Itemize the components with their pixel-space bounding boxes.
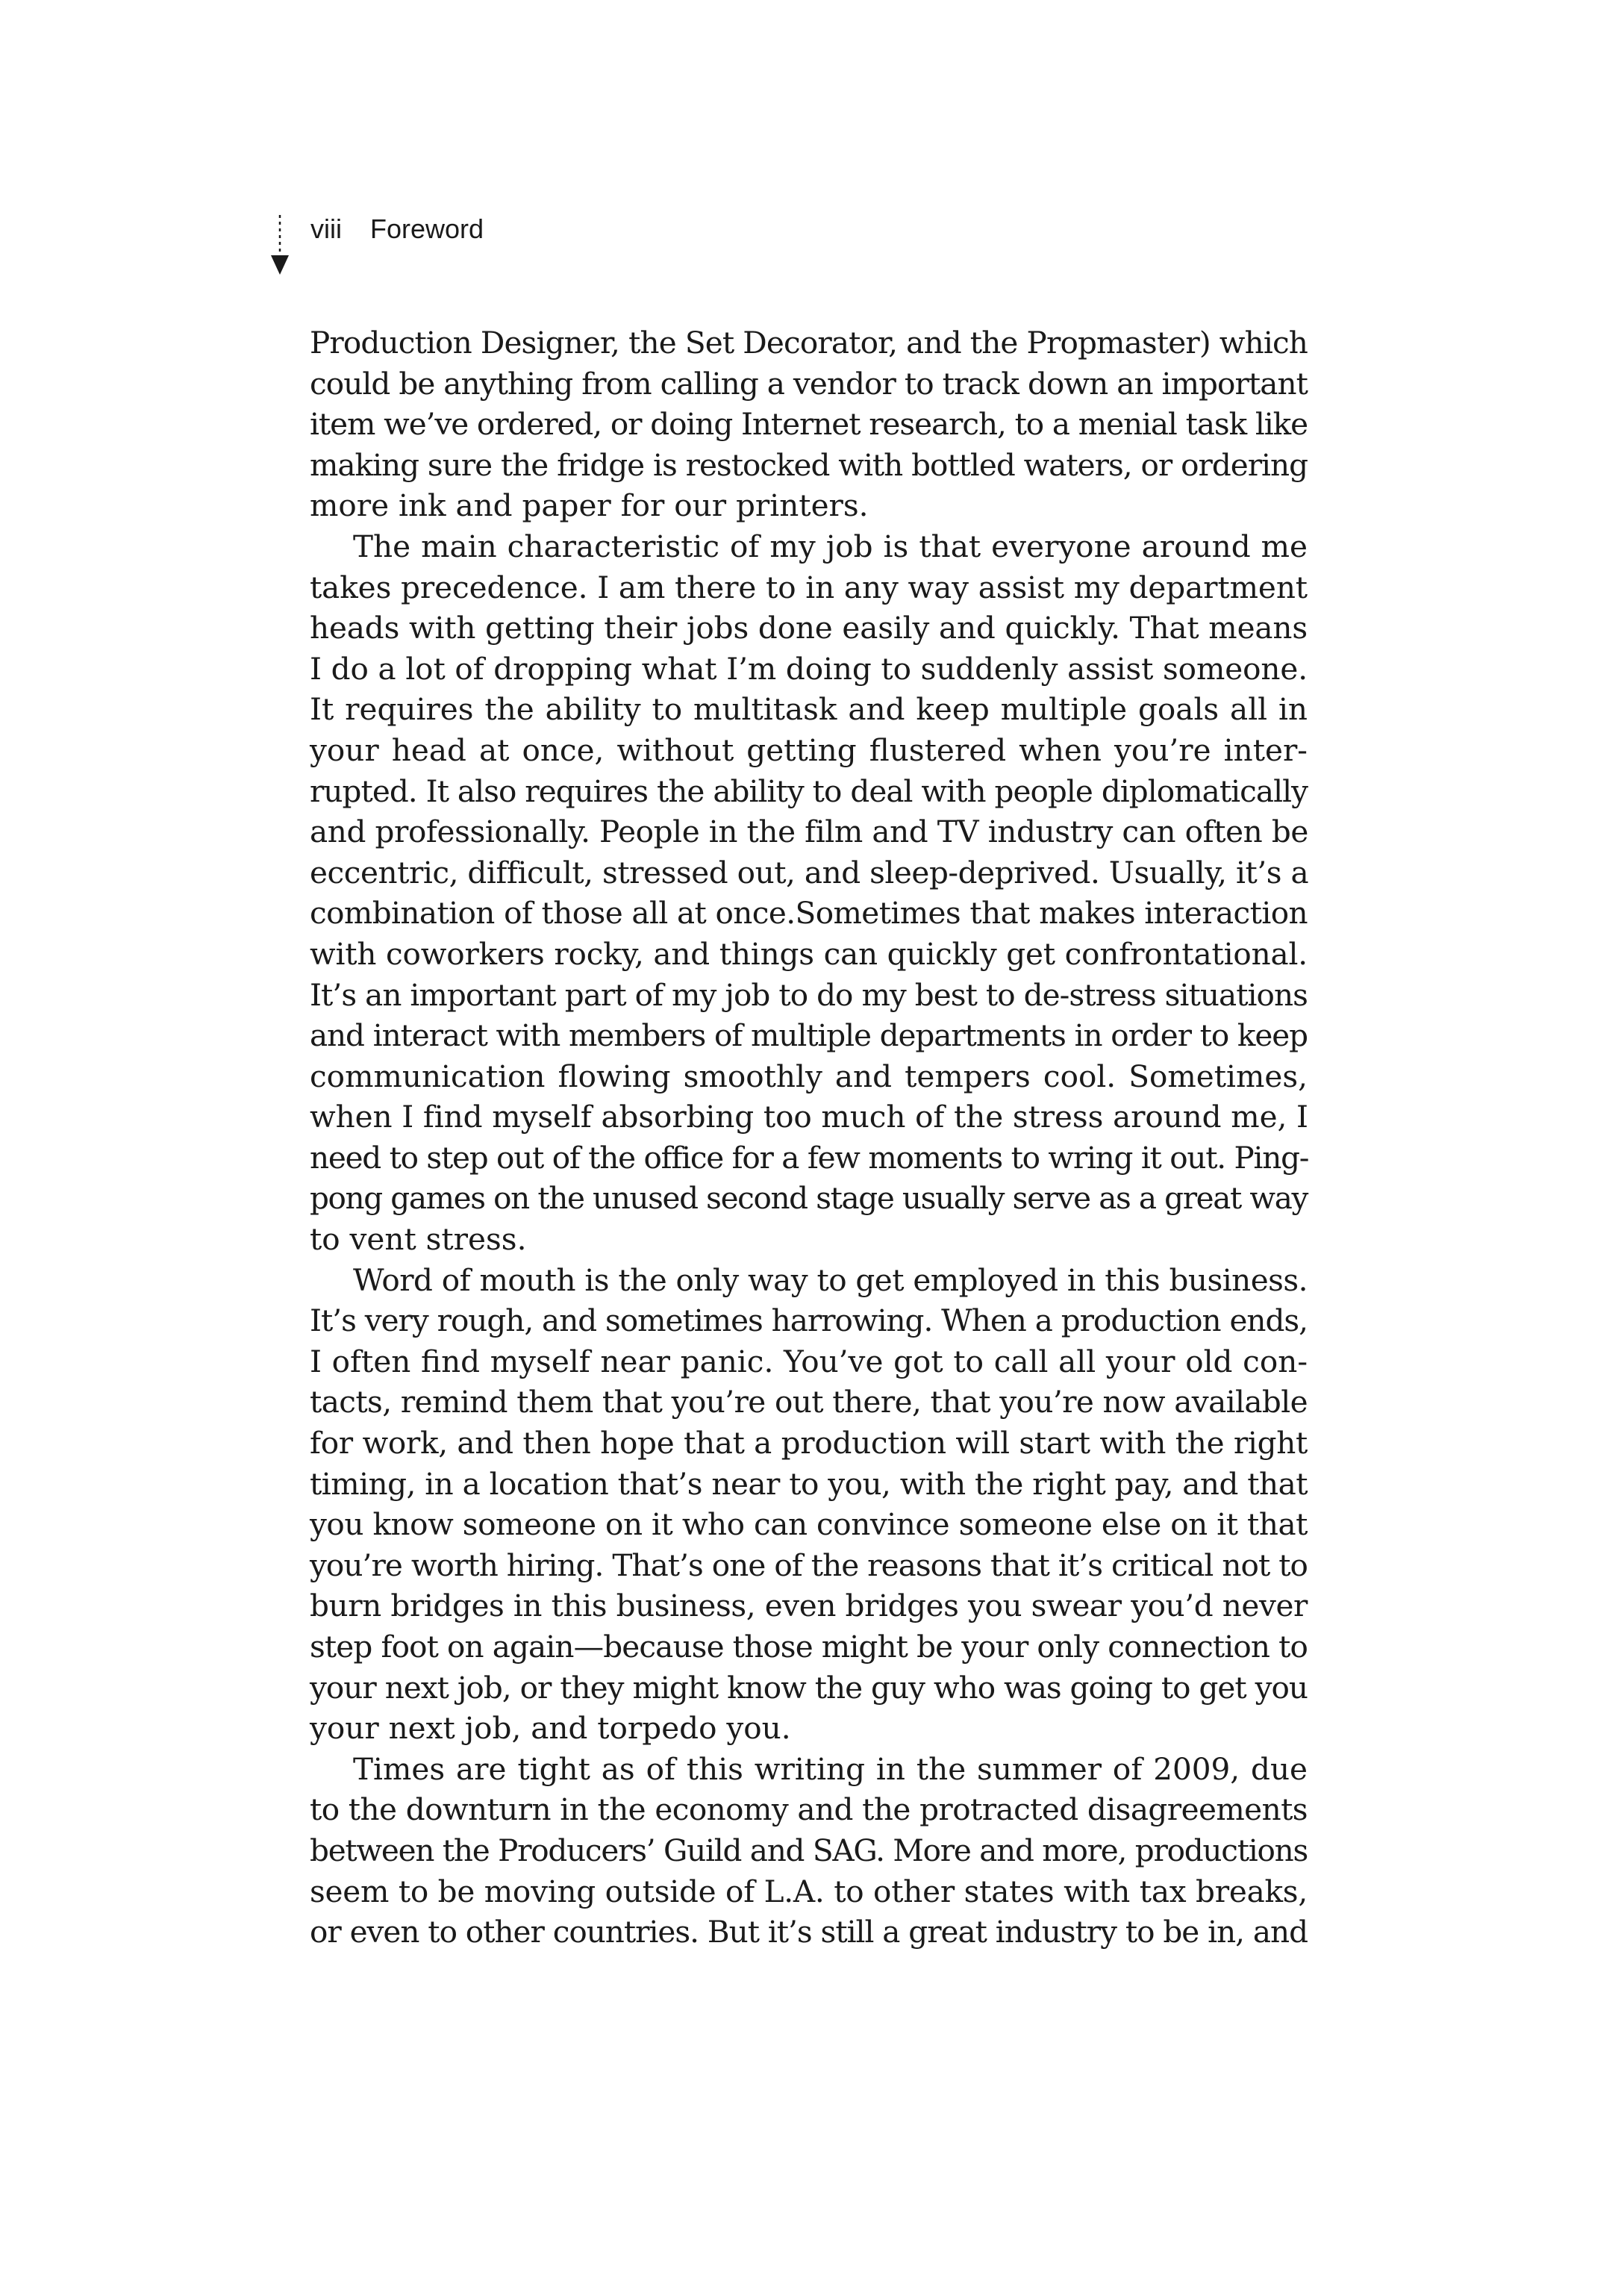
text-line: your next job, and torpedo you. [310,1710,791,1747]
text-line: when I find myself absorbing too much of the stress around me, I [310,1099,1308,1135]
text-line: need to step out of the office for a few moments to wring it out. Ping- [310,1139,1309,1176]
text-line: Production Designer, the Set Decorator, and the Propmaster) which [310,325,1308,361]
text-line: I often find myself near panic. You’ve got to call all your old con- [310,1343,1308,1379]
text-line: timing, in a location that’s near to you, with the right pay, and that [310,1465,1308,1502]
text-line: step foot on again—because those might be your only connection to [310,1629,1308,1665]
page-number: viii [310,213,342,244]
text-line: making sure the fridge is restocked with bottled waters, or ordering [310,446,1308,483]
text-line: Times are tight as of this writing in the summer of 2009, due [353,1750,1308,1787]
text-line: you’re worth hiring. That’s one of the reasons that it’s critical not to [310,1547,1308,1583]
text-line: It requires the ability to multitask and keep multiple goals all in [310,691,1308,728]
text-line: pong games on the unused second stage usually serve as a great way [310,1180,1308,1217]
text-line: Word of mouth is the only way to get employed in this business. [353,1261,1308,1298]
text-line: item we’ve ordered, or doing Internet research, to a menial task like [310,406,1308,443]
body-text [310,322,1308,1953]
section-title: Foreword [370,213,484,244]
text-line: for work, and then hope that a production will start with the right [310,1425,1308,1461]
text-line: you know someone on it who can convince someone else on it that [310,1506,1308,1543]
text-line: with coworkers rocky, and things can quickly get confrontational. [310,935,1308,972]
running-head-text [310,213,484,245]
text-line: more ink and paper for our printers. [310,487,869,524]
text-line: between the Producers’ Guild and SAG. More and more, productions [310,1832,1308,1868]
text-line: The main characteristic of my job is that everyone around me [353,528,1308,564]
text-line: rupted. It also requires the ability to deal with people diplomatically [310,773,1308,809]
text-line: tacts, remind them that you’re out there, that you’re now available [310,1384,1308,1420]
text-line: communication flowing smoothly and tempers cool. Sometimes, [310,1058,1308,1094]
text-line: or even to other countries. But it’s still a great industry to be in, and [310,1914,1308,1950]
text-line: seem to be moving outside of L.A. to other states with tax breaks, [310,1873,1308,1909]
text-line: your next job, or they might know the guy who was going to get you [310,1669,1308,1706]
down-arrow-marker-icon [269,215,291,276]
text-line: takes precedence. I am there to in any way assist my department [310,569,1308,605]
text-line: to vent stress. [310,1221,527,1258]
text-line: eccentric, difficult, stressed out, and sleep-deprived. Usually, it’s a [310,854,1309,890]
text-line: could be anything from calling a vendor to track down an important [310,365,1308,402]
text-line: It’s an important part of my job to do my best to de-stress situations [310,976,1308,1013]
text-line: and interact with members of multiple departments in order to keep [310,1017,1308,1054]
text-line: to the downturn in the economy and the protracted disagreements [310,1791,1308,1828]
text-line: heads with getting their jobs done easily and quickly. That means [310,610,1308,646]
text-line: your head at once, without getting flustered when you’re inter- [310,731,1308,768]
text-line: burn bridges in this business, even bridges you swear you’d never [310,1588,1308,1624]
text-line: and professionally. People in the film and TV industry can often be [310,814,1308,850]
text-line: I do a lot of dropping what I’m doing to suddenly assist someone. [310,650,1308,687]
text-line: It’s very rough, and sometimes harrowing. When a production ends, [310,1303,1308,1339]
running-head [269,209,1314,269]
text-line: combination of those all at once.Sometimes that makes interaction [310,895,1308,932]
